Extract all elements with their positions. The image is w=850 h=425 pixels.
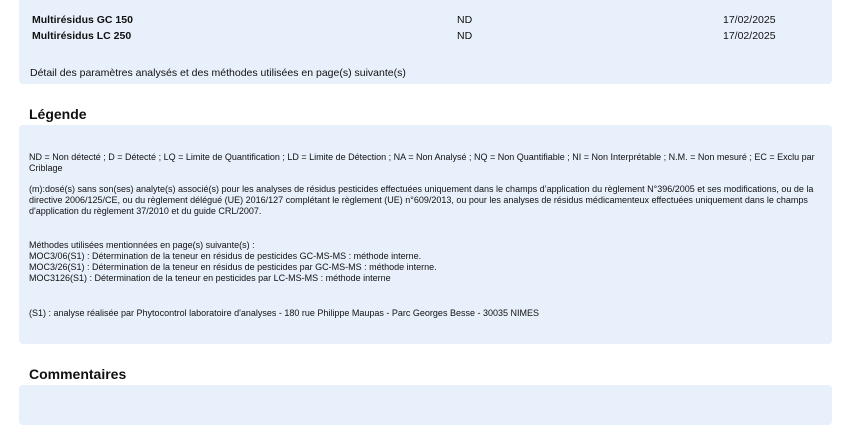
abbreviations-text: ND = Non détecté ; D = Détecté ; LQ = Limite de Quantification ; LD = Limite de Détection ; NA = Non Analysé ; NQ = Non Quantifiable ; NI = Non Interprétable ; N.M. = Non mesuré ; EC = Exclu par Criblage xyxy=(29,152,815,173)
methods-block xyxy=(29,240,821,284)
analysis-date: 17/02/2025 xyxy=(723,14,776,26)
dosage-note: (m):dosé(s) sans son(ses) analyte(s) associé(s) pour les analyses de résidus pesticides effectuées uniquement dans le champs d’application du règlement N°396/2005 et ses modifications, ou de la directive 2006/125/CE, ou du règlement délégué (UE) 2016/127 complétant le règlement (UE) n°609/2013, ou pour les analyses de résidus médicamenteux effectuées uniquement dans le champs d'application du règlement 37/2010 et du guide CRL/2007. xyxy=(29,184,814,216)
analysis-name: Multirésidus LC 250 xyxy=(32,30,132,42)
legend-panel xyxy=(19,125,832,344)
analysis-name: Multirésidus GC 150 xyxy=(32,14,133,26)
analysis-date: 17/02/2025 xyxy=(723,30,776,42)
table-row xyxy=(32,30,832,44)
comments-title: Commentaires xyxy=(29,366,127,382)
method-line: MOC3/06(S1) : Détermination de la teneur en résidus de pesticides GC-MS-MS : méthode interne. xyxy=(29,251,422,261)
analysis-result: ND xyxy=(457,30,473,42)
lab-note: (S1) : analyse réalisée par Phytocontrol laboratoire d'analyses - 180 rue Philippe Maupas - Parc Georges Besse - 30035 NIMES xyxy=(29,308,539,318)
details-note: Détail des paramètres analysés et des méthodes utilisées en page(s) suivante(s) xyxy=(30,67,406,79)
comments-panel xyxy=(19,385,832,425)
legend-title: Légende xyxy=(29,106,87,122)
method-line: MOC3/26(S1) : Détermination de la teneur en résidus de pesticides par GC-MS-MS : méthode interne. xyxy=(29,262,437,272)
methods-intro: Méthodes utilisées mentionnées en page(s) suivante(s) : xyxy=(29,240,255,250)
table-row xyxy=(32,14,832,28)
pesticides-panel xyxy=(19,0,832,84)
method-line: MOC3126(S1) : Détermination de la teneur en pesticides par LC-MS-MS : méthode interne xyxy=(29,273,391,283)
analysis-result: ND xyxy=(457,14,473,26)
